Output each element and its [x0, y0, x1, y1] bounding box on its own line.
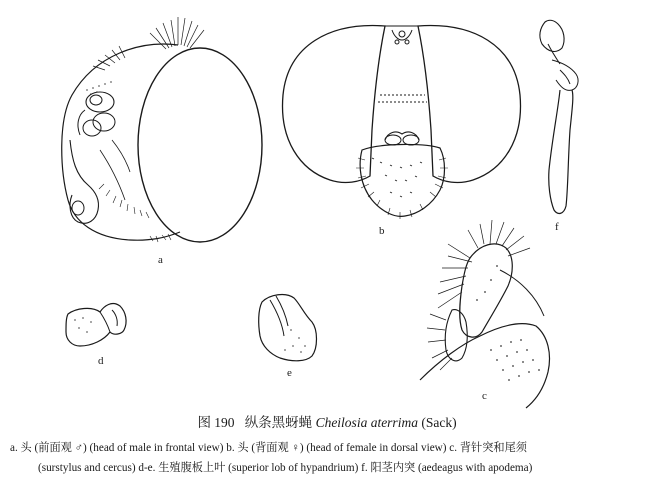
drawing-f-aedeagus — [540, 20, 578, 213]
drawing-e-hypandrium-lobe — [259, 295, 317, 361]
drawing-c-surstylus-cercus — [420, 220, 550, 408]
figure-caption-line-2: (surstylus and cercus) d-e. 生殖腹板上叶 (superior lob of hypandrium) f. 阳茎内突 (aedeagus with apodema) — [38, 462, 533, 474]
drawing-b-female-head — [283, 26, 521, 219]
drawing-a-male-head — [62, 17, 262, 242]
figure-caption-title — [0, 415, 654, 431]
species-name-cn: 纵条黑蚜蝇 — [244, 415, 313, 430]
drawing-d-hypandrium-lobe — [66, 304, 126, 346]
panel-label-b: b — [379, 225, 385, 237]
panel-label-a: a — [158, 254, 163, 266]
panel-label-f: f — [555, 221, 559, 233]
species-name-scientific: Cheilosia aterrima — [315, 415, 418, 430]
panel-label-c: c — [482, 390, 487, 402]
species-author: (Sack) — [421, 415, 457, 430]
figure-number: 图 190 — [197, 415, 235, 430]
panel-label-e: e — [287, 367, 292, 379]
panel-label-d: d — [98, 355, 104, 367]
figure-caption-line-1: a. 头 (前面观 ♂) (head of male in frontal view) b. 头 (背面观 ♀) (head of female in dorsal view) c. 背针突和尾须 — [10, 442, 527, 454]
